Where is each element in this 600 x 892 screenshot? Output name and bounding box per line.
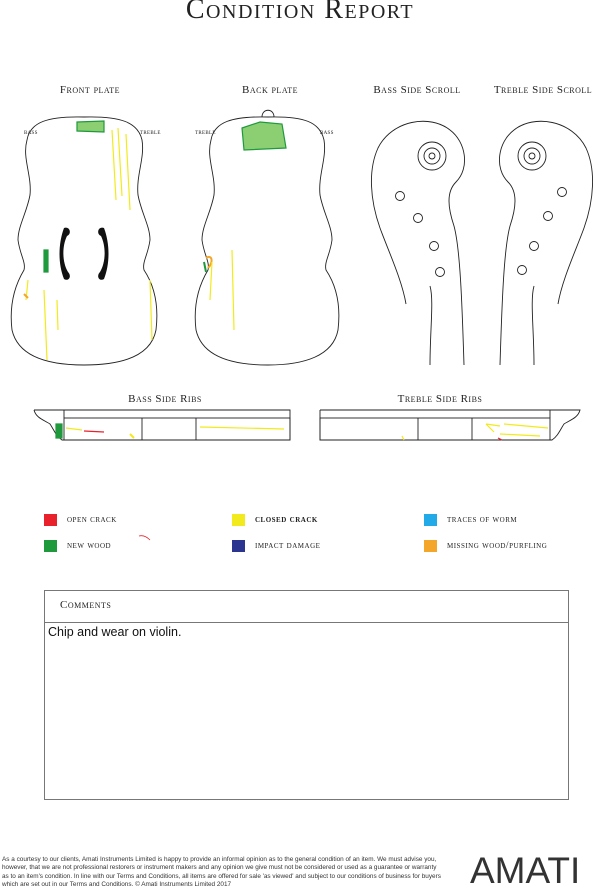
back-damage-marks: [204, 122, 286, 330]
disclaimer-text: As a courtesy to our clients, Amati Instruments Limited is happy to provide an informal opinion as to the general condition of an item. We must advise you, however, that we are not professional restorers or instrument makers and any opinion we give must not be considered or used as a guarantee or warranty as to an item's condition. In line with our Terms and Conditions, all items are offered for sale 'as viewed' and subject to our conditions of business for buyers which are set out in our Terms and Conditions. © Amati Instruments Limited 2017: [2, 856, 441, 889]
treble-side-ribs-label: Treble Side Ribs: [397, 393, 483, 405]
front-plate-label: Front plate: [59, 84, 121, 96]
treble-scroll-outline: [499, 121, 592, 365]
open-crack-swatch: [44, 514, 57, 526]
legend-label: missing wood/purfling: [447, 541, 548, 551]
closed-crack-swatch: [232, 514, 245, 526]
f-holes: [60, 228, 109, 280]
legend-open-crack: [44, 513, 117, 527]
treble-side-scroll-label: Treble Side Scroll: [493, 84, 593, 96]
legend-label: impact damage: [255, 541, 321, 551]
new-wood-swatch: [44, 540, 57, 552]
legend-label: closed crack: [255, 515, 318, 525]
comments-text: Chip and wear on violin.: [48, 625, 182, 639]
front-treble-label: treble: [140, 129, 161, 136]
comments-box: [44, 590, 569, 800]
back-treble-label: treble: [195, 129, 216, 136]
treble-ribs-outline: [320, 410, 580, 440]
legend-new-wood: [44, 539, 111, 553]
legend-traces-of-worm: [424, 513, 517, 527]
legend-label: open crack: [67, 515, 117, 525]
bass-ribs-damage: [56, 424, 284, 438]
bass-side-scroll-label: Bass Side Scroll: [373, 84, 461, 96]
bass-ribs-outline: [34, 410, 290, 440]
page-title: Condition Report: [185, 0, 415, 25]
back-bass-label: bass: [320, 129, 334, 136]
comments-header: [45, 591, 568, 623]
back-plate-label: Back plate: [242, 84, 298, 96]
bass-side-ribs-label: Bass Side Ribs: [128, 393, 202, 405]
missing-wood-swatch: [424, 540, 437, 552]
traces-of-worm-swatch: [424, 514, 437, 526]
impact-damage-swatch: [232, 540, 245, 552]
legend-missing-wood: [424, 539, 547, 553]
legend-label: traces of worm: [447, 515, 518, 525]
comments-label: Comments: [60, 599, 112, 611]
legend-impact-damage: [232, 539, 320, 553]
stray-red-mark: [138, 534, 152, 542]
front-damage-marks: [24, 121, 152, 360]
amati-logo: AMATI: [470, 850, 581, 891]
front-plate-outline: [11, 117, 157, 365]
legend-label: new wood: [67, 541, 112, 551]
legend-closed-crack: [232, 513, 318, 527]
bass-scroll-outline: [371, 121, 464, 365]
treble-ribs-damage: [402, 424, 548, 440]
front-bass-label: bass: [24, 129, 38, 136]
